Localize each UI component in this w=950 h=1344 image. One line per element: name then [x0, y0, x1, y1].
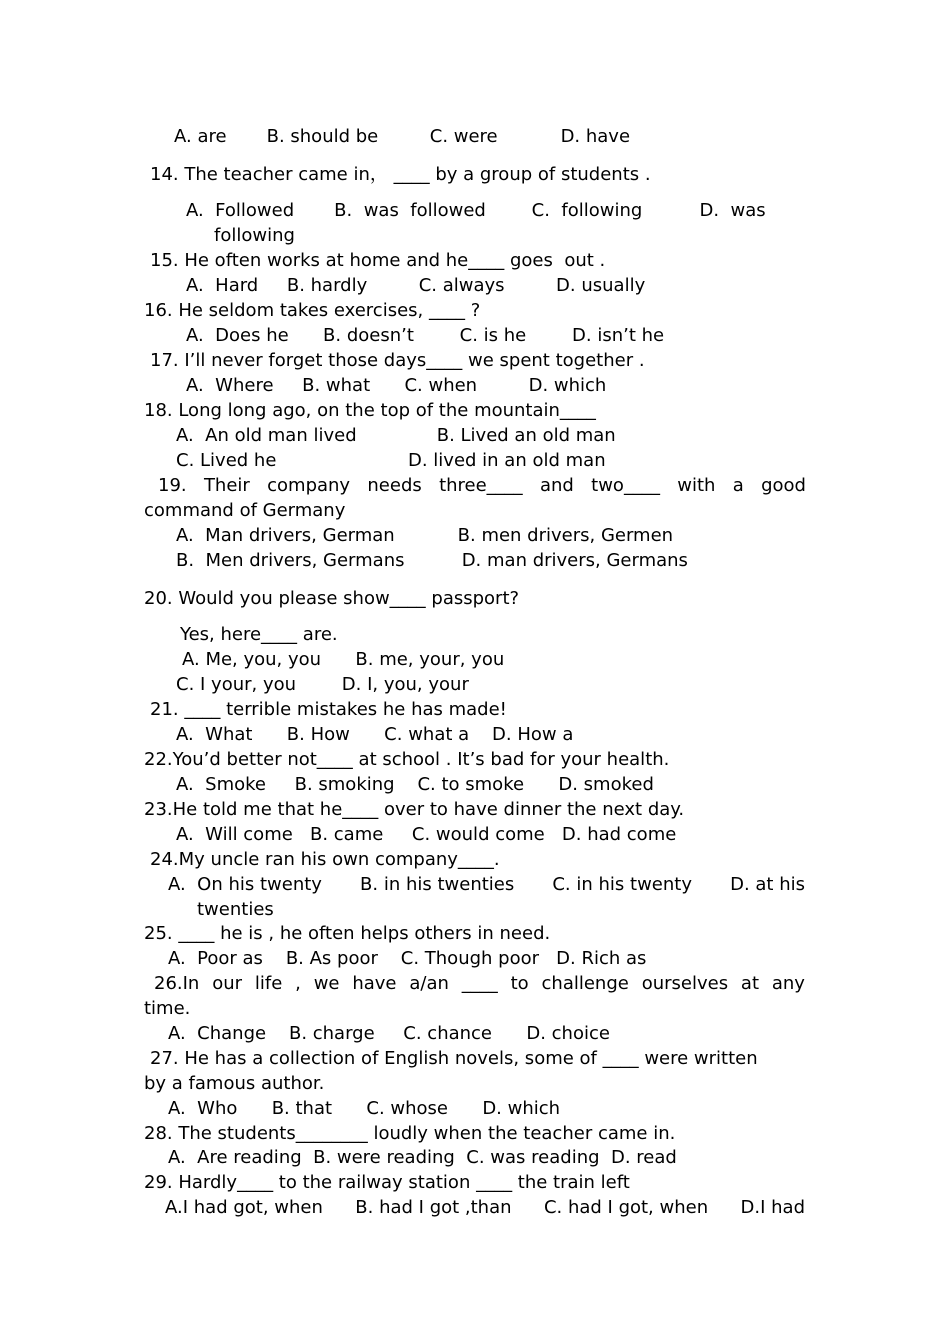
q19-word: and: [539, 475, 574, 496]
q15-stem: 15. He often works at home and he____ goes out .: [150, 250, 606, 271]
q26-stem-cont: time.: [144, 998, 191, 1019]
q17-options: A. Where B. what C. when D. which: [186, 375, 607, 396]
q19-stem-cont: command of Germany: [144, 500, 346, 521]
q24-option-a: A. On his twenty: [168, 874, 322, 895]
q19-options-row1: A. Man drivers, German B. men drivers, Germen: [176, 525, 674, 546]
q26-stem: [154, 972, 805, 996]
q14-options: A. Followed B. was followed C. following D. was: [186, 200, 766, 221]
q14-options-cont: following: [214, 225, 295, 246]
q22-stem: 22.You’d better not____ at school . It’s bad for your health.: [144, 749, 670, 770]
q29-option-c: C. had I got, when: [543, 1197, 709, 1218]
q29-options: [165, 1196, 805, 1220]
q18-stem: 18. Long long ago, on the top of the mountain____: [144, 400, 596, 421]
q26-word: any: [771, 973, 805, 994]
q27-options: A. Who B. that C. whose D. which: [168, 1098, 561, 1119]
q26-word: life: [254, 973, 283, 994]
q19-word: with: [677, 475, 716, 496]
q17-stem: 17. I’ll never forget those days____ we spent together .: [150, 350, 645, 371]
q19-word: good: [761, 475, 806, 496]
q24-option-d: D. at his: [730, 874, 805, 895]
q21-options: A. What B. How C. what a D. How a: [176, 724, 574, 745]
q26-word: we: [313, 973, 340, 994]
q16-options: A. Does he B. doesn’t C. is he D. isn’t he: [186, 325, 665, 346]
q14-stem: 14. The teacher came in， ____ by a group of students .: [150, 164, 651, 185]
q18-options-row2: C. Lived he D. lived in an old man: [176, 450, 606, 471]
q26-word: our: [212, 973, 243, 994]
q21-stem: 21. ____ terrible mistakes he has made!: [150, 699, 507, 720]
q19-word: Their: [203, 475, 250, 496]
q25-stem: 25. ____ he is , he often helps others in need.: [144, 923, 551, 944]
q18-options-row1: A. An old man lived B. Lived an old man: [176, 425, 616, 446]
q28-options: A. Are reading B. were reading C. was reading D. read: [168, 1147, 677, 1168]
q26-word: ,: [295, 973, 301, 994]
q26-word: ourselves: [641, 973, 729, 994]
q24-option-c: C. in his twenty: [552, 874, 692, 895]
q29-stem: 29. Hardly____ to the railway station ____ the train left: [144, 1172, 630, 1193]
q24-stem: 24.My uncle ran his own company____.: [150, 849, 500, 870]
q26-word: at: [740, 973, 760, 994]
q19-word: two____: [591, 475, 660, 496]
q26-word: have: [352, 973, 397, 994]
q24-options-cont: twenties: [197, 899, 274, 920]
q26-word: ____: [461, 973, 498, 994]
q26-word: to: [510, 973, 529, 994]
q23-options: A. Will come B. came C. would come D. had come: [176, 824, 677, 845]
q26-word: a/an: [409, 973, 449, 994]
q26-word: challenge: [541, 973, 629, 994]
q29-option-b: B. had I got ,than: [355, 1197, 512, 1218]
q19-stem: [158, 474, 806, 498]
q24-options: [168, 873, 805, 897]
q27-stem: 27. He has a collection of English novels, some of ____ were written: [150, 1048, 758, 1069]
q22-options: A. Smoke B. smoking C. to smoke D. smoked: [176, 774, 654, 795]
q19-word: company: [267, 475, 351, 496]
q13-options: A. are B. should be C. were D. have: [174, 126, 631, 147]
q20-options-row1: A. Me, you, you B. me, your, you: [182, 649, 505, 670]
q24-option-b: B. in his twenties: [360, 874, 515, 895]
q19-word: three____: [439, 475, 523, 496]
q29-option-a: A.I had got, when: [165, 1197, 323, 1218]
q19-word: 19.: [158, 475, 187, 496]
q26-options: A. Change B. charge C. chance D. choice: [168, 1023, 610, 1044]
q20-reply: Yes, here____ are.: [180, 624, 338, 645]
q20-stem: 20. Would you please show____ passport?: [144, 588, 520, 609]
q28-stem: 28. The students________ loudly when the teacher came in.: [144, 1123, 676, 1144]
q19-word: needs: [367, 475, 422, 496]
q29-option-d: D.I had: [740, 1197, 805, 1218]
q20-options-row2: C. I your, you D. I, you, your: [176, 674, 469, 695]
q27-stem-cont: by a famous author.: [144, 1073, 325, 1094]
q23-stem: 23.He told me that he____ over to have dinner the next day.: [144, 799, 685, 820]
q25-options: A. Poor as B. As poor C. Though poor D. Rich as: [168, 948, 647, 969]
q19-word: a: [732, 475, 744, 496]
q19-options-row2: B. Men drivers, Germans D. man drivers, Germans: [176, 550, 688, 571]
q15-options: A. Hard B. hardly C. always D. usually: [186, 275, 646, 296]
q16-stem: 16. He seldom takes exercises, ____ ?: [144, 300, 481, 321]
q26-word: 26.In: [154, 973, 200, 994]
